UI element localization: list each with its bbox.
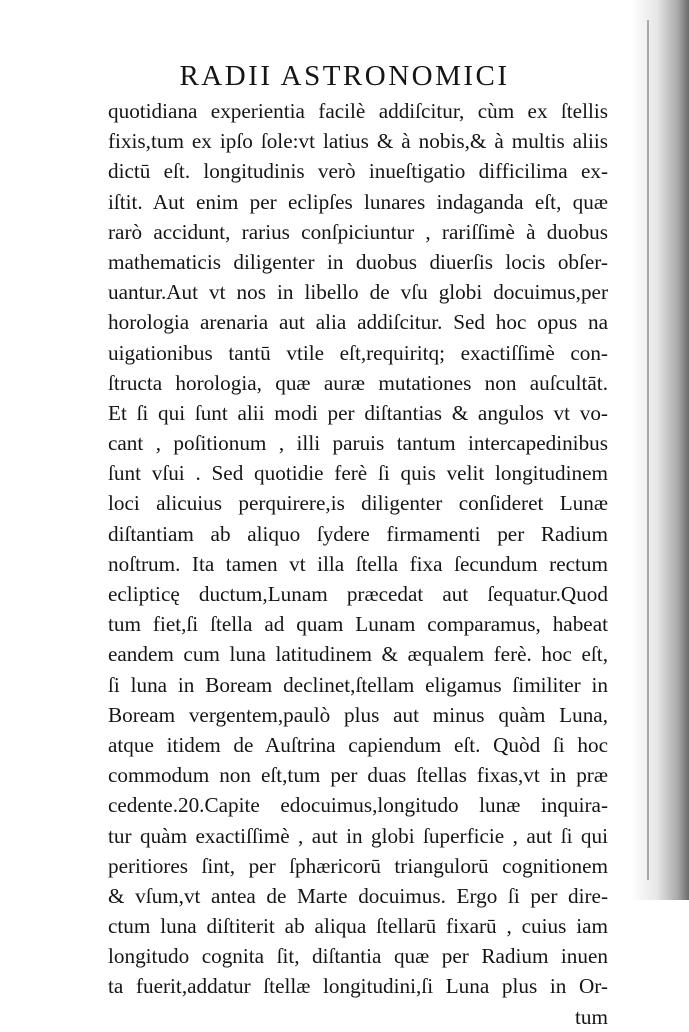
text-line: uantur.Aut vt nos in libello de vſu globi docuimus,per (108, 280, 608, 305)
text-line: Et ſi qui ſunt alii modi per diſtantias & angulos vt vo- (108, 400, 608, 425)
catchword: tum (575, 1004, 608, 1029)
text-line: commodum non eſt,tum per duas ſtellas fixas,vt in præ (108, 763, 608, 788)
text-line: atque itidem de Auſtrina capiendum eſt. Quòd ſi hoc (108, 732, 608, 757)
text-line: cant , poſitionum , illi paruis tantum intercapedinibus (108, 431, 608, 456)
text-line: diſtantiam ab aliquo ſydere firmamenti per Radium (108, 521, 608, 546)
text-line: & vſum,vt antea de Marte docuimus. Ergo ſi per dire- (108, 883, 608, 908)
text-line: uigationibus tantū vtile eſt,requiritq; exactiſſimè con- (108, 340, 608, 365)
text-line: noſtrum. Ita tamen vt illa ſtella fixa ſecundum rectum (108, 551, 608, 576)
text-line: tum fiet,ſi ſtella ad quam Lunam comparamus, habeat (108, 612, 608, 637)
page-edge-line (647, 20, 649, 880)
running-title: RADII ASTRONOMICI (179, 60, 510, 92)
text-line: quotidiana experientia facilè addiſcitur, cùm ex ſtellis (108, 99, 608, 123)
text-line: dictū eſt. longitudinis verò inueſtigatio difficilima ex- (108, 159, 608, 184)
text-line: ſtructa horologia, quæ auræ mutationes non auſcultāt. (108, 370, 608, 395)
text-line: ſunt vſui . Sed quotidie ferè ſi quis velit longitudinem (108, 461, 608, 486)
text-line: ta fuerit,addatur ſtellæ longitudini,ſi Luna plus in Or- (108, 974, 608, 999)
text-line: ctum luna diſtiterit ab aliqua ſtellarū fixarū , cuius iam (108, 914, 608, 939)
text-line: iſtit. Aut enim per eclipſes lunares indaganda eſt, quæ (108, 189, 608, 214)
text-line: loci alicuius perquirere,is diligenter conſideret Lunæ (108, 491, 608, 516)
text-line: ſi luna in Boream declinet,ſtellam eligamus ſimiliter in (108, 672, 608, 697)
text-line: eandem cum luna latitudinem & æqualem ferè. hoc eſt, (108, 642, 608, 667)
text-line: rarò accidunt, rarius conſpiciuntur , rariſſimè à duobus (108, 219, 608, 244)
text-line: mathematicis diligenter in duobus diuerſis locis obſer- (108, 249, 608, 274)
text-line: fixis,tum ex ipſo ſole:vt latius & à nobis,& à multis aliis (108, 129, 608, 154)
page-edge-shadow (631, 0, 689, 900)
text-line: tur quàm exactiſſimè , aut in globi ſuperficie , aut ſi qui (108, 823, 608, 848)
body-text (108, 96, 608, 1032)
text-line: Boream vergentem,paulò plus aut minus quàm Luna, (108, 702, 608, 727)
text-line: longitudo cognita ſit, diſtantia quæ per Radium inuen (108, 944, 608, 969)
text-line: horologia arenaria aut alia addiſcitur. Sed hoc opus na (108, 310, 608, 335)
text-line: peritiores ſint, per ſphæricorū triangulorū cognitionem (108, 853, 608, 878)
text-line: eclipticę ductum,Lunam præcedat aut ſequatur.Quod (108, 582, 608, 606)
text-line: cedente.20.Capite edocuimus,longitudo lunæ inquira- (108, 793, 608, 818)
